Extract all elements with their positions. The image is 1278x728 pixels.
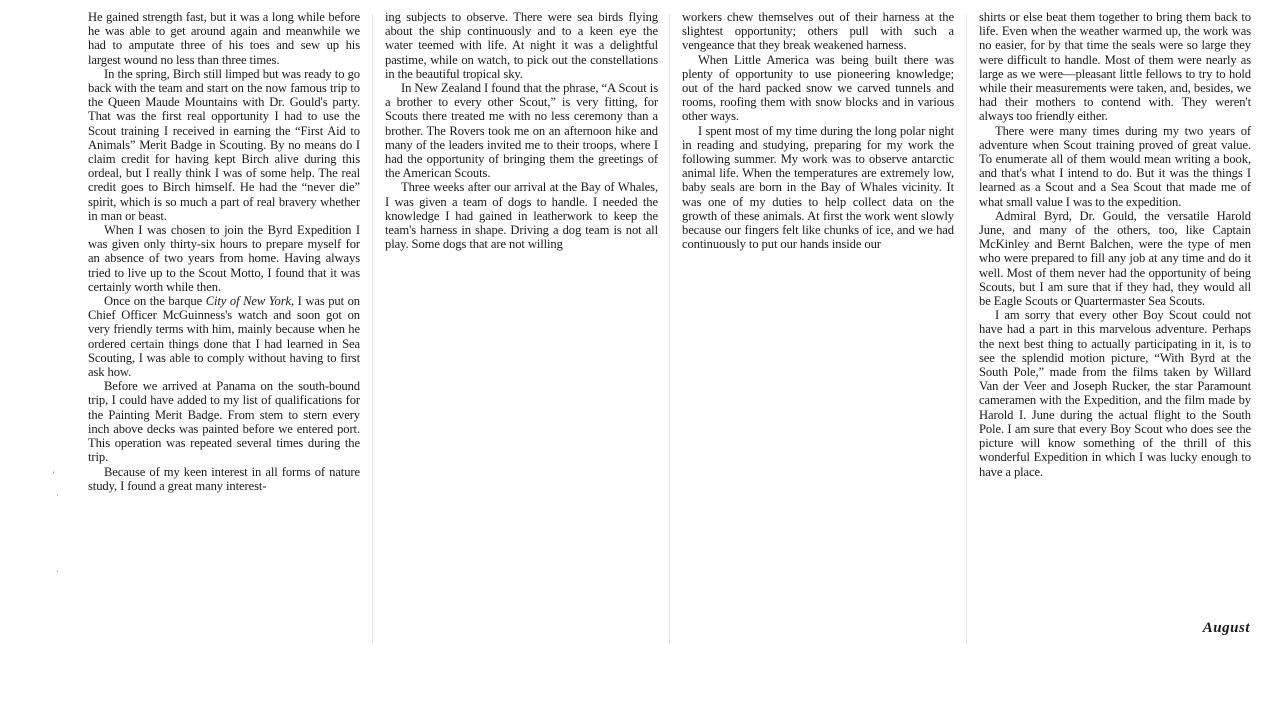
article-column-3 <box>682 10 954 251</box>
article-column-1 <box>88 10 360 493</box>
scan-speck: · <box>56 490 59 500</box>
paragraph: In the spring, Birch still limped but was ready to go back with the team and start on the now famous trip to the Queen Maude Mountains with Dr. Gould's party. That was the first real opportunity I had to use the Scout training I received in earning the “First Aid to Animals” Merit Badge in Scouting. By no means do I claim credit for having kept Birch alive during this ordeal, but I really think I was of some help. The real credit goes to Birch himself. He had the “never die” spirit, which is so much a part of real bravery whether in man or beast. <box>88 66 360 223</box>
paragraph: Before we arrived at Panama on the south-bound trip, I could have added to my list of qualifications for the Painting Merit Badge. From stem to stern every inch above decks was painted before we entered port. This operation was repeated several times during the trip. <box>88 379 360 465</box>
paragraph: When Little America was being built there was plenty of opportunity to use pioneering knowledge; out of the hard packed snow we carved tunnels and rooms, roofing them with snow blocks and in various other ways. <box>682 52 954 124</box>
column-divider <box>669 14 670 644</box>
paragraph: Three weeks after our arrival at the Bay of Whales, I was given a team of dogs to handle. I needed the knowledge I had gained in leatherwork to keep the team's harness in shape. Driving a dog team is not all play. Some dogs that are not willing <box>385 180 658 252</box>
paragraph <box>88 294 360 379</box>
paragraph: ing subjects to observe. There were sea birds flying about the ship continuously and to a keen eye the water teemed with life. At night it was a delightful pastime, while on watch, to pick out the constellations in the beautiful tropical sky. <box>385 10 658 81</box>
paragraph: I am sorry that every other Boy Scout could not have had a part in this marvelous adventure. Perhaps the next best thing to actually participating in it, is to see the splendid motion picture, “With Byrd at the South Pole,” made from the films taken by Willard Van der Veer and Joseph Rucker, the star Paramount cameramen with the Expedition, and the film made by Harold I. June during the actual flight to the South Pole. I am sure that every Boy Scout who does see the picture will know something of the thrill of this wonderful Expedition in which I was lucky enough to have a place. <box>979 308 1251 479</box>
paragraph: Because of my keen interest in all forms of nature study, I found a great many interest- <box>88 464 360 493</box>
paragraph: Admiral Byrd, Dr. Gould, the versatile Harold June, and many of the others, too, like Captain McKinley and Bernt Balchen, were the type of men who were prepared to fill any job at any time and do it well. Most of them never had the opportunity of being Scouts, but I am sure that if they had, they would all be Eagle Scouts or Quartermaster Sea Scouts. <box>979 208 1251 309</box>
paragraph: I spent most of my time during the long polar night in reading and studying, preparing for my work the following summer. My work was to observe antarctic animal life. When the temperatures are extremely low, baby seals are born in the Bay of Whales vicinity. It was one of my duties to help collect data on the growth of these animals. At first the work went slowly because our fingers felt like chunks of ice, and we had continuously to put our hands inside our <box>682 123 954 252</box>
paragraph: When I was chosen to join the Byrd Expedition I was given only thirty-six hours to prepare myself for an absence of two years from home. Having always tried to live up to the Scout Motto, I found that it was certainly worth while then. <box>88 223 360 294</box>
paragraph: shirts or else beat them together to bring them back to life. Even when the weather warmed up, the work was no easier, for by that time the seals were so large they were difficult to handle. Most of them were nearly as large as we were—pleasant little fellows to try to hold while their measurements were taken, and, besides, we had their mothers to contend with. They weren't always too friendly either. <box>979 10 1251 124</box>
paragraph: There were many times during my two years of adventure when Scout training proved of great value. To enumerate all of them would mean writing a book, and that's what I intend to do. But it was the things I learned as a Scout and a Sea Scout that made me of what small value I was to the expedition. <box>979 123 1251 209</box>
ship-name: City of New York, <box>205 294 295 309</box>
scan-speck: ’ <box>52 470 55 480</box>
column-divider <box>372 14 373 644</box>
scan-speck: · <box>56 566 59 576</box>
paragraph: In New Zealand I found that the phrase, “A Scout is a brother to every other Scout,” is very fitting, for Scouts there treated me with no less ceremony than a brother. The Rovers took me on an afternoon hike and many of the leaders invited me to their troops, where I had the opportunity of bringing them the greetings of the American Scouts. <box>385 81 658 181</box>
column-divider <box>966 14 967 644</box>
article-column-4 <box>979 10 1251 479</box>
paragraph: He gained strength fast, but it was a long while before he was able to get around again and meanwhile we had to amputate three of his toes and sew up his largest wound no less than three times. <box>88 10 360 67</box>
paragraph: workers chew themselves out of their harness at the slightest opportunity; others pull with such a vengeance that they break weakened harness. <box>682 10 954 53</box>
paragraph-text: I was put on Chief Officer McGuinness's watch and soon got on very friendly terms with him, mainly because when he ordered certain things done that I had learned in Sea Scouting, I was able to comply without having to first ask how. <box>88 294 360 380</box>
article-column-2 <box>385 10 658 251</box>
paragraph-text: Once on the barque <box>104 294 206 309</box>
page-folio-month: August <box>1202 620 1250 636</box>
